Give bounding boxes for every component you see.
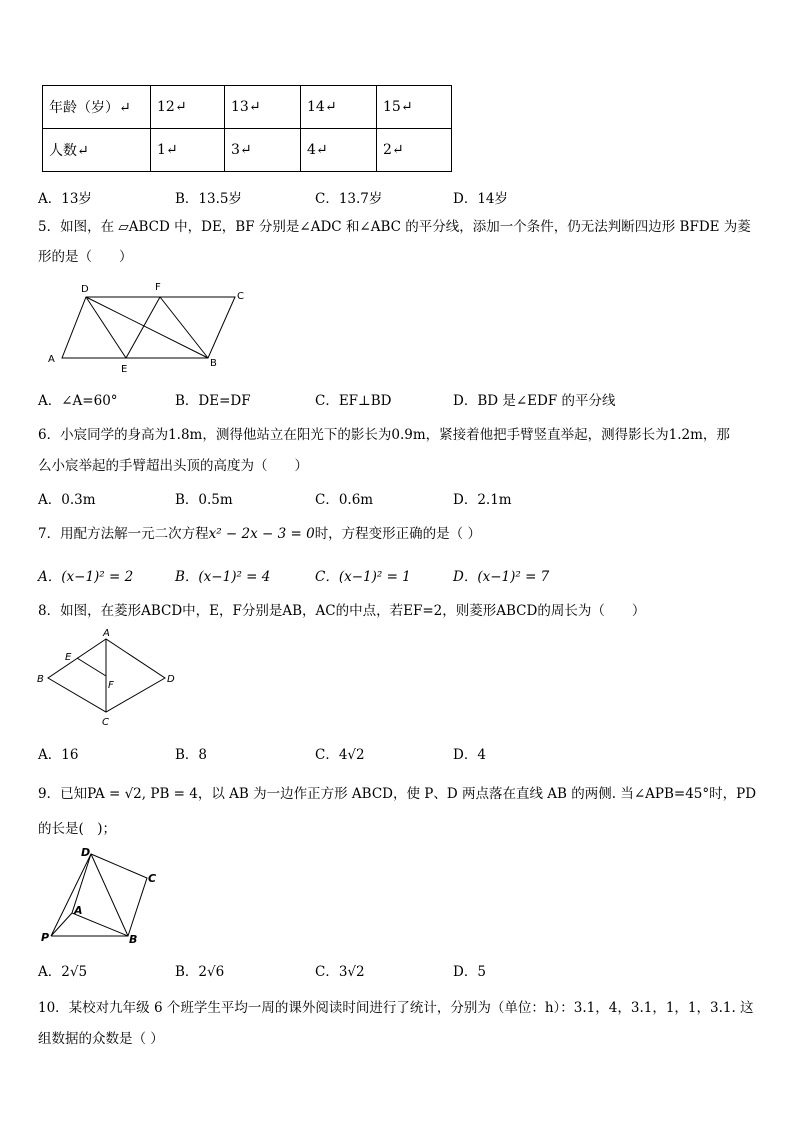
q9-text-b: ，以 AB 为一边作正方形 ABCD，使 P、D 两点落在直线 AB 的两侧. 当∠APB=45°时，PD: [197, 786, 757, 802]
label-d: D: [81, 284, 89, 295]
table-cell: 人数↵: [43, 129, 151, 172]
label-a: A: [74, 904, 83, 917]
label-d: D: [81, 846, 91, 859]
q9-option-d[interactable]: D．5: [453, 964, 486, 980]
table-cell: 1↵: [151, 129, 225, 172]
q5-parallelogram-figure: [40, 278, 260, 378]
segment-de: [86, 297, 126, 358]
q9-option-a[interactable]: A．2√5: [38, 964, 88, 980]
q7-text-a: 7．用配方法解一元二次方程: [38, 526, 209, 542]
label-b: B: [129, 933, 138, 946]
label-b: B: [210, 358, 217, 369]
parallelogram-abcd: [62, 297, 235, 358]
q9-option-c[interactable]: C．3√2: [315, 964, 365, 980]
q8-option-c[interactable]: C．4√2: [315, 747, 365, 763]
q9-text-line2: 的长是( )；: [38, 821, 117, 837]
q6-option-d[interactable]: D．2.1m: [453, 492, 512, 508]
label-f: F: [155, 282, 161, 293]
table-row: [43, 86, 452, 129]
label-a: A: [48, 354, 55, 365]
q6-option-a[interactable]: A．0.3m: [38, 492, 96, 508]
q7-option-a[interactable]: A．(x−1)² = 2: [38, 569, 134, 585]
q7-text: [38, 525, 481, 543]
label-p: P: [41, 931, 50, 944]
q8-rhombus-figure: [32, 628, 182, 728]
q9-pa: PA = √2,: [87, 786, 147, 802]
label-b: B: [37, 674, 44, 685]
segment-fb: [160, 297, 208, 358]
q9-pb: PB = 4: [150, 786, 198, 802]
segment-ef: [77, 658, 106, 676]
q4-option-c[interactable]: C．13.7岁: [315, 191, 383, 207]
q10-text-line1: 10．某校对九年级 6 个班学生平均一周的课外阅读时间进行了统计，分别为（单位：h）：3.1，4，3.1，1，1，3.1. 这: [38, 1000, 754, 1016]
q10-text-line2: 组数据的众数是（ ）: [38, 1031, 164, 1047]
q5-text-line2: 形的是（ ）: [38, 249, 133, 265]
diagonal-db: [91, 854, 128, 936]
q9-text: [38, 785, 756, 803]
q7-option-d[interactable]: D．(x−1)² = 7: [453, 569, 550, 585]
q9-option-b[interactable]: B．2√6: [175, 964, 225, 980]
table-cell: 年龄（岁）↵: [43, 86, 151, 129]
q7-text-b: 时，方程变形正确的是（ ）: [314, 526, 481, 542]
label-c: C: [148, 872, 157, 885]
table-row: [43, 129, 452, 172]
segment-pa: [51, 913, 72, 936]
label-f: F: [108, 680, 114, 691]
age-table: [42, 85, 452, 172]
q9-square-figure: [36, 844, 166, 948]
q8-option-a[interactable]: A．16: [38, 747, 79, 763]
q6-option-b[interactable]: B．0.5m: [175, 492, 233, 508]
q8-option-d[interactable]: D．4: [453, 747, 486, 763]
label-c: C: [237, 291, 244, 302]
q5-option-a[interactable]: A．∠A=60°: [38, 393, 118, 409]
q7-option-b[interactable]: B．(x−1)² = 4: [175, 569, 271, 585]
table-cell: 3↵: [225, 129, 301, 172]
table-cell: 15↵: [377, 86, 452, 129]
q6-text-line2: 么小宸举起的手臂超出头顶的高度为（ ）: [38, 458, 308, 474]
q4-option-a[interactable]: A．13岁: [38, 191, 92, 207]
q4-option-d[interactable]: D．14岁: [453, 191, 509, 207]
table-cell: 14↵: [301, 86, 377, 129]
q6-option-c[interactable]: C．0.6m: [315, 492, 374, 508]
label-d: D: [167, 674, 175, 685]
q5-option-b[interactable]: B．DE=DF: [175, 393, 251, 409]
table-cell: 2↵: [377, 129, 452, 172]
label-e: E: [121, 364, 128, 375]
table-cell: 4↵: [301, 129, 377, 172]
q8-text: 8．如图，在菱形ABCD中，E，F分别是AB，AC的中点，若EF=2，则菱形ABCD的周长为（ ）: [38, 603, 646, 619]
segment-pd: [51, 854, 91, 936]
q5-option-d[interactable]: D．BD 是∠EDF 的平分线: [453, 393, 616, 409]
segment-db: [86, 297, 208, 358]
table-cell: 12↵: [151, 86, 225, 129]
q4-option-b[interactable]: B．13.5岁: [175, 191, 242, 207]
label-a: A: [103, 628, 110, 639]
q5-option-c[interactable]: C．EF⊥BD: [315, 393, 392, 409]
q5-text-line1: 5．如图，在 ▱ABCD 中，DE，BF 分别是∠ADC 和∠ABC 的平分线，添加一个条件，仍无法判断四边形 BFDE 为菱: [38, 219, 751, 235]
q8-option-b[interactable]: B．8: [175, 747, 208, 763]
label-c: C: [102, 717, 109, 728]
table-cell: 13↵: [225, 86, 301, 129]
q7-equation: x² − 2x − 3 = 0: [208, 526, 315, 542]
q9-text-a: 9．已知: [38, 786, 88, 802]
q6-text-line1: 6．小宸同学的身高为1.8m，测得他站立在阳光下的影长为0.9m，紧接着他把手臂竖直举起，测得影长为1.2m，那: [38, 427, 730, 443]
segment-ef: [126, 297, 160, 358]
q7-option-c[interactable]: C．(x−1)² = 1: [315, 569, 411, 585]
label-e: E: [65, 652, 72, 663]
